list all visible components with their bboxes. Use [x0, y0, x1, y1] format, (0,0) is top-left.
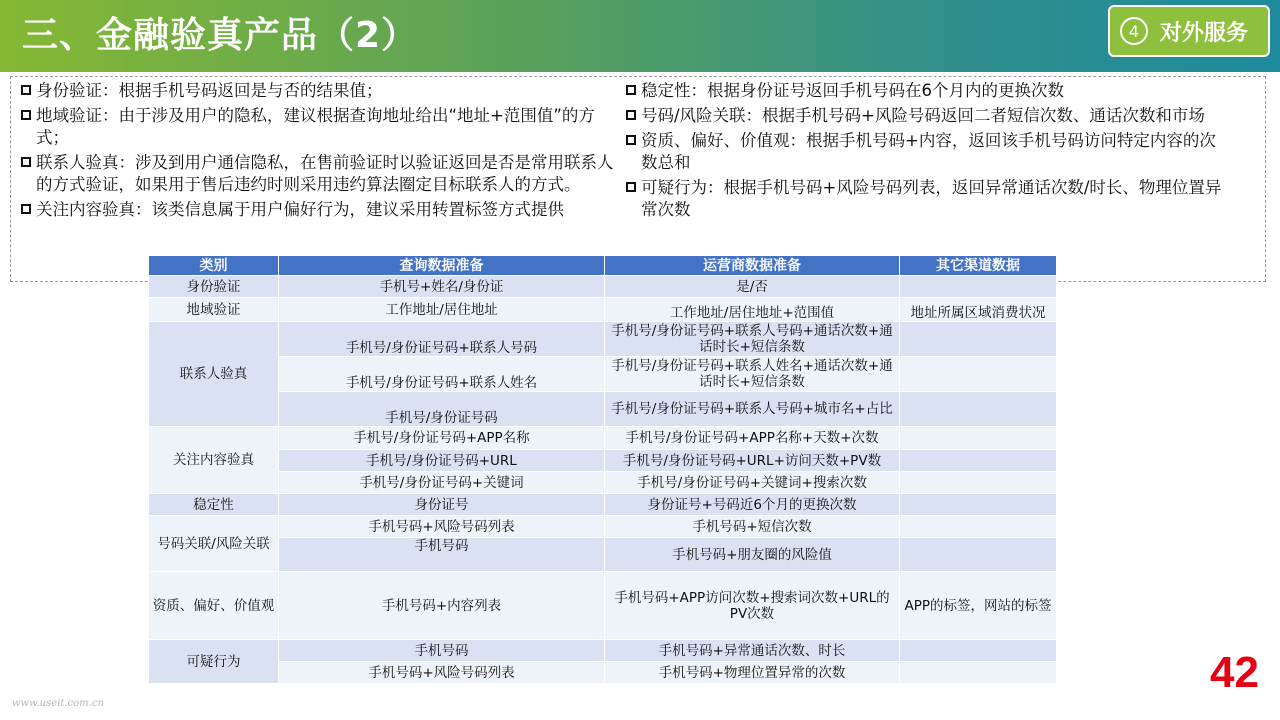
category-cell: 号码关联/风险关联	[149, 516, 279, 572]
square-bullet-icon	[21, 85, 31, 95]
table-row	[149, 640, 1057, 662]
column-header: 类别	[149, 256, 279, 276]
other-cell	[900, 472, 1057, 494]
operator-cell: 手机号/身份证号码+URL+访问天数+PV数	[605, 450, 900, 472]
other-cell	[900, 640, 1057, 662]
query-cell: 手机号/身份证号码+URL	[279, 450, 605, 472]
other-cell	[900, 494, 1057, 516]
query-cell: 手机号码+风险号码列表	[279, 516, 605, 538]
table-row	[149, 357, 1057, 392]
category-cell: 身份验证	[149, 276, 279, 298]
square-bullet-icon	[21, 157, 31, 167]
other-cell	[900, 450, 1057, 472]
page-title: 三、金融验真产品（2）	[22, 15, 419, 56]
other-cell	[900, 538, 1057, 572]
other-cell	[900, 516, 1057, 538]
table-row	[149, 276, 1057, 298]
query-cell: 手机号码+内容列表	[279, 572, 605, 640]
other-cell	[900, 392, 1057, 427]
operator-cell: 手机号码+短信次数	[605, 516, 900, 538]
section-label: 对外服务	[1160, 20, 1249, 46]
title-bar	[0, 0, 1280, 72]
section-badge	[1108, 5, 1270, 57]
query-cell: 手机号/身份证号码+关键词	[279, 472, 605, 494]
category-cell: 关注内容验真	[149, 427, 279, 494]
table-row	[149, 450, 1057, 472]
other-cell	[900, 322, 1057, 357]
circled-number: 4	[1120, 17, 1148, 45]
query-cell: 手机号码	[279, 640, 605, 662]
table-row	[149, 662, 1057, 684]
operator-cell: 是/否	[605, 276, 900, 298]
operator-cell: 手机号/身份证号码+联系人号码+通话次数+通话时长+短信条数	[605, 322, 900, 357]
table-row	[149, 494, 1057, 516]
operator-cell: 手机号/身份证号码+联系人姓名+通话次数+通话时长+短信条数	[605, 357, 900, 392]
query-cell: 手机号/身份证号码	[279, 392, 605, 427]
operator-cell: 手机号/身份证号码+关键词+搜索次数	[605, 472, 900, 494]
square-bullet-icon	[626, 135, 636, 145]
category-cell: 地域验证	[149, 298, 279, 322]
query-cell: 手机号+姓名/身份证	[279, 276, 605, 298]
table-row	[149, 392, 1057, 427]
bullet-item: 身份验证：根据手机号码返回是与否的结果值；	[20, 80, 620, 102]
table-header-row	[149, 256, 1057, 276]
operator-cell: 身份证号+号码近6个月的更换次数	[605, 494, 900, 516]
page-number: 42	[1210, 648, 1259, 697]
square-bullet-icon	[626, 85, 636, 95]
category-cell: 可疑行为	[149, 640, 279, 684]
other-cell	[900, 662, 1057, 684]
operator-cell: 手机号码+异常通话次数、时长	[605, 640, 900, 662]
bullet-item: 稳定性：根据身份证号返回手机号码在6个月内的更换次数	[625, 80, 1230, 102]
operator-cell: 工作地址/居住地址+范围值	[605, 298, 900, 322]
bullet-item: 可疑行为：根据手机号码+风险号码列表，返回异常通话次数/时长、物理位置异常次数	[625, 177, 1230, 221]
category-cell: 资质、偏好、价值观	[149, 572, 279, 640]
table-row	[149, 298, 1057, 322]
square-bullet-icon	[626, 110, 636, 120]
other-cell	[900, 276, 1057, 298]
data-table	[148, 255, 1057, 684]
operator-cell: 手机号码+朋友圈的风险值	[605, 538, 900, 572]
other-cell	[900, 427, 1057, 450]
category-cell: 联系人验真	[149, 322, 279, 427]
bullets-right	[625, 80, 1230, 224]
operator-cell: 手机号码+APP访问次数+搜索词次数+URL的PV次数	[605, 572, 900, 640]
query-cell: 手机号/身份证号码+联系人姓名	[279, 357, 605, 392]
square-bullet-icon	[21, 110, 31, 120]
bullet-item: 关注内容验真：该类信息属于用户偏好行为，建议采用转置标签方式提供	[20, 199, 620, 221]
table-row	[149, 322, 1057, 357]
bullet-item: 联系人验真：涉及到用户通信隐私，在售前验证时以验证返回是否是常用联系人的方式验证，如果用于售后违约时则采用违约算法圈定目标联系人的方式。	[20, 152, 620, 196]
column-header: 查询数据准备	[279, 256, 605, 276]
operator-cell: 手机号/身份证号码+APP名称+天数+次数	[605, 427, 900, 450]
other-cell	[900, 357, 1057, 392]
table-row	[149, 516, 1057, 538]
query-cell: 工作地址/居住地址	[279, 298, 605, 322]
square-bullet-icon	[626, 182, 636, 192]
bullet-item: 地域验证：由于涉及用户的隐私，建议根据查询地址给出“地址+范围值”的方式；	[20, 105, 620, 149]
query-cell: 身份证号	[279, 494, 605, 516]
other-cell: 地址所属区域消费状况	[900, 298, 1057, 322]
query-cell: 手机号/身份证号码+联系人号码	[279, 322, 605, 357]
operator-cell: 手机号/身份证号码+联系人号码+城市名+占比	[605, 392, 900, 427]
table-row	[149, 572, 1057, 640]
square-bullet-icon	[21, 204, 31, 214]
table-row	[149, 427, 1057, 450]
query-cell: 手机号码	[279, 538, 605, 572]
query-cell: 手机号/身份证号码+APP名称	[279, 427, 605, 450]
watermark: www.useit.com.cn	[12, 698, 104, 709]
column-header: 运营商数据准备	[605, 256, 900, 276]
other-cell: APP的标签，网站的标签	[900, 572, 1057, 640]
bullets-left	[20, 80, 620, 224]
column-header: 其它渠道数据	[900, 256, 1057, 276]
table-row	[149, 538, 1057, 572]
bullet-item: 资质、偏好、价值观：根据手机号码+内容，返回该手机号码访问特定内容的次数总和	[625, 130, 1230, 174]
category-cell: 稳定性	[149, 494, 279, 516]
operator-cell: 手机号码+物理位置异常的次数	[605, 662, 900, 684]
table-row	[149, 472, 1057, 494]
query-cell: 手机号码+风险号码列表	[279, 662, 605, 684]
bullet-item: 号码/风险关联：根据手机号码+风险号码返回二者短信次数、通话次数和市场	[625, 105, 1230, 127]
